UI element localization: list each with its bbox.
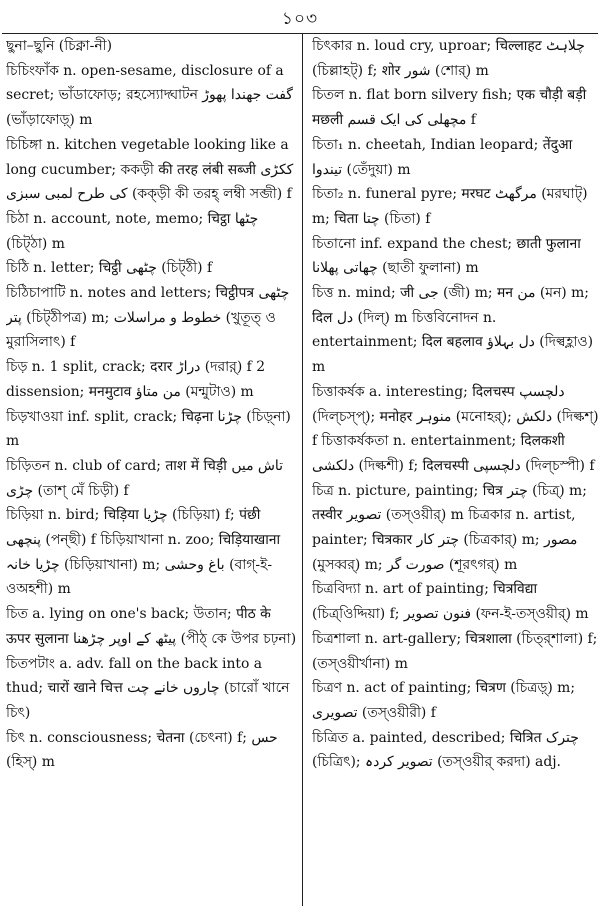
- dictionary-entry: চিতানো inf. expand the chest; छाती फुलाना چھاتی پھلانا (ছাতী ফুলানা) m: [312, 235, 581, 277]
- dictionary-entry: চিড়িতন n. club of card; ताश में चिड़ी تاش میں چڑی (তাশ্ মেঁ চিড়ী) f: [6, 457, 283, 499]
- dictionary-entry: চিতল n. flat born silvery fish; एक चौड़ी बड़ी मछली مچھلی کی ایک قسم f: [312, 87, 587, 129]
- dictionary-entry: চিত্রিত a. painted, described; चित्रित چترک (চিত্রিৎ); تصویر کردہ (তস্ওয়ীর্ করদা) adj.: [312, 729, 579, 771]
- dictionary-entry: ছুনা–ছুনি (চিক্না-নী): [6, 38, 113, 54]
- dictionary-entry: চিচিংফাঁক n. open-sesame, disclosure of a secret; ভাঁডাফোড়; রহস্যোদ্ঘাটন گفت جھندا پھوڑ (ভাঁড়াফোড়্) m: [6, 62, 293, 129]
- dictionary-entry: চিতা₂ n. funeral pyre; मरघट مرگھٹ (মরঘাট্) m; चिता چتا (চিতা) f: [312, 186, 588, 227]
- dictionary-entry: চিত্ত n. mind; जी جی (জী) m; मन من (মন) m; दिल دل (দিল্) m চিত্তবিনোদন n. entertainment; दिल बहलाव دل بہلاؤ (দিল্বহ্লাও) m: [312, 285, 593, 376]
- dictionary-entry: চিড়খাওয়া inf. split, crack; चिढ़ना چڑنا (চিড়্না) m: [6, 408, 291, 450]
- dictionary-entry: চিৎ n. consciousness; चेतना (চেৎনা) f; حس (হিস্) m: [6, 729, 278, 771]
- column-divider: [302, 34, 303, 906]
- dictionary-entry: চিত্তাকর্ষক a. interesting; दिलचस्प دلچسپ (দিল্চস্প্); मनोहर منوہر (মনোহর্); دلکش (দিল্কশ্) f চিত্তাকর্ষকতা n. entertainment; दिलकशी دلکشی (দিল্কশী) f; दिलचस्पी دلچسپی (দিল্চস্পী) f: [312, 383, 599, 474]
- right-column: [312, 34, 600, 904]
- dictionary-entry: চিঠিচাপাটি n. notes and letters; चिट्ठीपत्र چٹھی پتر (চিট্ঠীপত্র) m; خطوط و مراسلات (খ়ুতূত্ ও মুরাসিলাৎ) f: [6, 285, 290, 351]
- dictionary-entry: চিড়িয়া n. bird; चिड़िया چڑیا (চিড়িয়া) f; पंछी پنچھی (পন্ছী) f চিড়িয়াখানা n. zoo; चिड़ियाखाना چڑیا خانہ (চিড়িয়াখানা) m; باغ وحشی (বাগ্-ই-ওঅহশী) m: [6, 507, 281, 598]
- dictionary-entry: চিতা₁ n. cheetah, Indian leopard; तेंदुआ تیندوا (তেঁদুয়া) m: [312, 136, 573, 178]
- dictionary-entry: চিত্রণ n. act of painting; चित्रण (চিত্রড়্) m; تصویری (তস্ওয়ীরী) f: [312, 680, 576, 721]
- dictionary-entry: চিচিঙ্গা n. kitchen vegetable looking like a long cucumber; ককড়ী की तरह लंबी सब्जी ککڑی کی طرح لمبی سبزی (কক্ড়ী কী তরহ্ লম্বী সব্জী) f: [6, 136, 294, 203]
- dictionary-entry: চিড় n. 1 split, crack; दरार دراڑ (দরার়্) f 2 dissension; मनमुटाव من متاؤ (মন্মুটাও) m: [6, 359, 266, 400]
- dictionary-entry: চিৎকার n. loud cry, uproar; चिल्लाहट چلاہٹ (চিল্লাহট্) f; शोर شور (শোর্) m: [312, 38, 585, 79]
- left-column: [6, 34, 298, 904]
- dictionary-entry: চিত a. lying on one's back; উতান; पीठ के ऊपर सुलाना پیٹھ کے اوپر چڑھنا (পীঠ্ কে উপর চঢ়না) চিতপটাং a. adv. fall on the back into a thud; चारों खाने चित्त چاروں خانے چت (চারোঁ খানে চিৎ): [6, 606, 297, 721]
- dictionary-entry: চিত্র n. picture, painting; चित्र چتر (চিত্র্) m; तस्वीर تصویر (তস্ওয়ীর্) m চিত্রকার n. artist, painter; चित्रकार چتر کار (চিত্রকার্) m; مصور (মুসব্বর্) m; صورت گر (শূরৎগর্) m: [312, 482, 587, 573]
- dictionary-entry: চিত্রবিদ্যা n. art of painting; चित्रविद्या (চিত্র্ওিদ্দিয়া) f; فنون تصویر (ফন-ই-তস্ওয়ীর্) m চিত্রশালা n. art-gallery; चित्रशाला (চিত্র্শালা) f; (তস্ওয়ীর্খানা) m: [312, 581, 598, 672]
- dictionary-entry: চিঠা n. account, note, memo; चिट्ठा چٹھا (চিট্ঠা) m: [6, 210, 259, 252]
- dictionary-entry: চিঠি n. letter; चिट्ठी چٹھی (চিট্ঠী) f: [6, 260, 213, 277]
- page-number: ১০৩: [281, 9, 319, 29]
